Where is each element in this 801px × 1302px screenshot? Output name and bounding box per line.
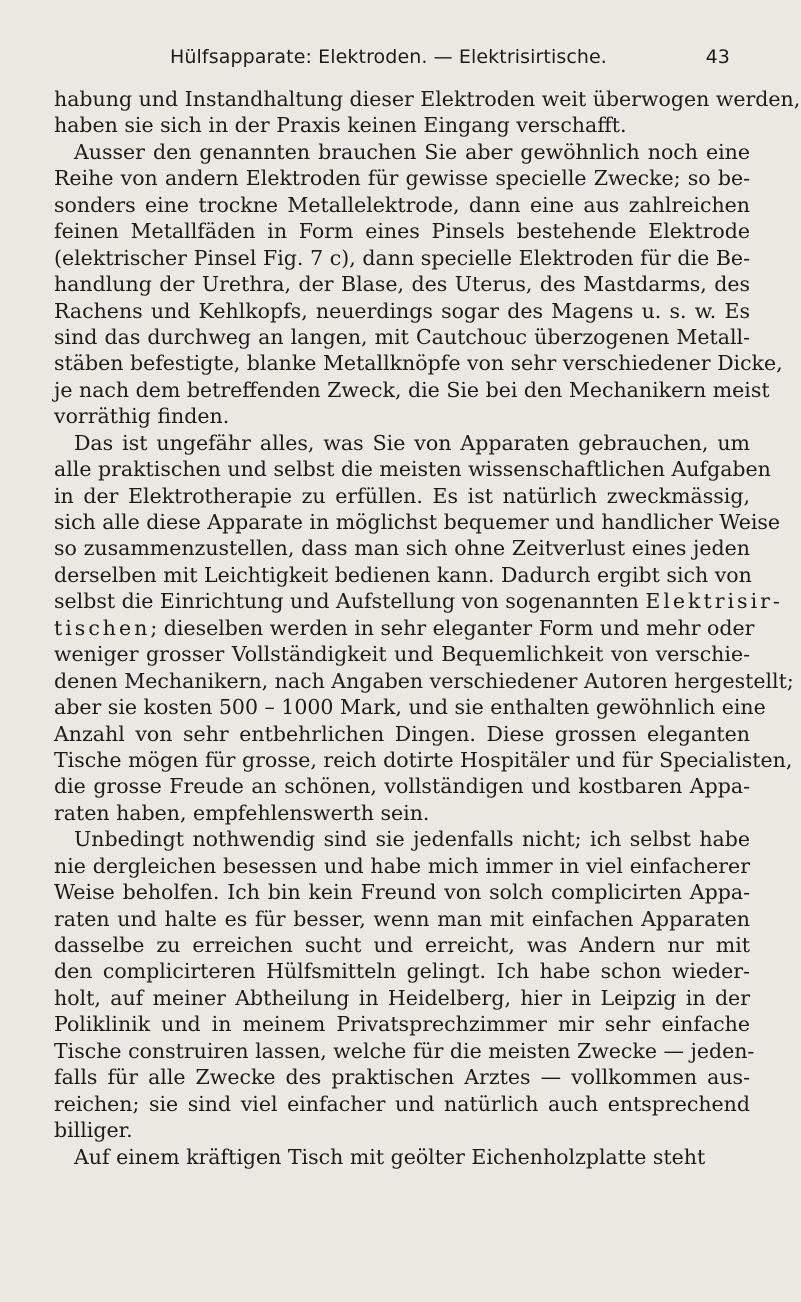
text-line — [54, 615, 755, 641]
running-head: Hülfsapparate: Elektroden. — Elektrisirtische. — [170, 46, 607, 68]
text-line: (elektrischer Pinsel Fig. 7 c), dann specielle Elektroden für die Be- — [54, 245, 750, 270]
text-line: dasselbe zu erreichen sucht und erreicht, was Andern nur mit — [54, 933, 750, 957]
text-line: den complicirteren Hülfsmitteln gelingt. Ich habe schon wieder- — [54, 959, 750, 984]
text-line: Auf einem kräftigen Tisch mit geölter Eichenholzplatte steht — [74, 1144, 706, 1169]
text-line: haben sie sich in der Praxis keinen Eingang verschafft. — [54, 113, 627, 138]
text-line: reichen; sie sind viel einfacher und natürlich auch entsprechend — [54, 1091, 750, 1116]
page-header — [170, 46, 730, 72]
text-line: sich alle diese Apparate in möglichst bequemer und handlicher Weise — [54, 510, 781, 534]
text-line: handlung der Urethra, der Blase, des Uterus, des Mastdarms, des — [54, 272, 750, 297]
text-line: aber sie kosten 500 – 1000 Mark, und sie enthalten gewöhnlich eine — [54, 695, 766, 720]
page-number: 43 — [705, 46, 730, 68]
text-line: Unbedingt nothwendig sind sie jedenfalls nicht; ich selbst habe — [74, 827, 750, 852]
text-line: Weise beholfen. Ich bin kein Freund von solch complicirten Appa- — [54, 880, 750, 905]
text-line: Ausser den genannten brauchen Sie aber gewöhnlich noch eine — [74, 139, 750, 164]
text-line: stäben befestigte, blanke Metallknöpfe von sehr verschiedener Dicke, — [54, 351, 783, 376]
text-line: weniger grosser Vollständigkeit und Bequemlichkeit von verschie- — [54, 642, 750, 667]
emphasized-term: Elektrisir- — [645, 589, 783, 614]
text-line: habung und Instandhaltung dieser Elektroden weit überwogen werden, — [54, 87, 801, 111]
text-line: die grosse Freude an schönen, vollständigen und kostbaren Appa- — [54, 774, 750, 799]
text-line: alle praktischen und selbst die meisten wissenschaftlichen Aufgaben — [54, 457, 771, 482]
text-line: Tische mögen für grosse, reich dotirte Hospitäler und für Specialisten, — [54, 747, 793, 772]
text-line — [54, 588, 783, 614]
text-line: derselben mit Leichtigkeit bedienen kann. Dadurch ergibt sich von — [54, 562, 752, 587]
text-line: je nach dem betreffenden Zweck, die Sie bei den Mechanikern meist — [54, 377, 770, 402]
text-segment: selbst die Einrichtung und Aufstellung von sogenannten — [54, 589, 639, 614]
text-line: Anzahl von sehr entbehrlichen Dingen. Diese grossen eleganten — [54, 721, 750, 746]
text-line: Reihe von andern Elektroden für gewisse specielle Zwecke; so be- — [54, 166, 750, 191]
text-line: Tische construiren lassen, welche für die meisten Zwecke — jeden- — [54, 1038, 755, 1063]
text-line: feinen Metallfäden in Form eines Pinsels bestehende Elektrode — [54, 219, 750, 244]
body-text — [54, 86, 801, 1170]
text-line: Rachens und Kehlkopfs, neuerdings sogar des Magens u. s. w. Es — [54, 298, 750, 323]
text-line: denen Mechanikern, nach Angaben verschiedener Autoren hergestellt; — [54, 668, 794, 693]
text-line: in der Elektrotherapie zu erfüllen. Es ist natürlich zweckmässig, — [54, 483, 750, 508]
text-line: vorräthig finden. — [54, 404, 230, 429]
text-line: raten haben, empfehlenswerth sein. — [54, 800, 430, 825]
text-segment: ; dieselben werden in sehr eleganter Form und mehr oder — [150, 615, 755, 640]
text-line: so zusammenzustellen, dass man sich ohne Zeitverlust eines jeden — [54, 536, 750, 561]
text-line: Poliklinik und in meinem Privatsprechzimmer mir sehr einfache — [54, 1012, 750, 1037]
text-line: holt, auf meiner Abtheilung in Heidelberg, hier in Leipzig in der — [54, 985, 750, 1010]
text-line: billiger. — [54, 1118, 133, 1143]
emphasized-term: tischen — [54, 615, 151, 640]
text-line: Das ist ungefähr alles, was Sie von Apparaten gebrauchen, um — [74, 430, 750, 455]
text-line: nie dergleichen besessen und habe mich immer in viel einfacherer — [54, 853, 750, 878]
text-line: sind das durchweg an langen, mit Cautchouc überzogenen Metall- — [54, 324, 750, 349]
text-line: sonders eine trockne Metallelektrode, dann eine aus zahlreichen — [54, 192, 750, 217]
text-line: falls für alle Zwecke des praktischen Arztes — vollkommen aus- — [54, 1065, 750, 1090]
text-line: raten und halte es für besser, wenn man mit einfachen Apparaten — [54, 906, 750, 931]
